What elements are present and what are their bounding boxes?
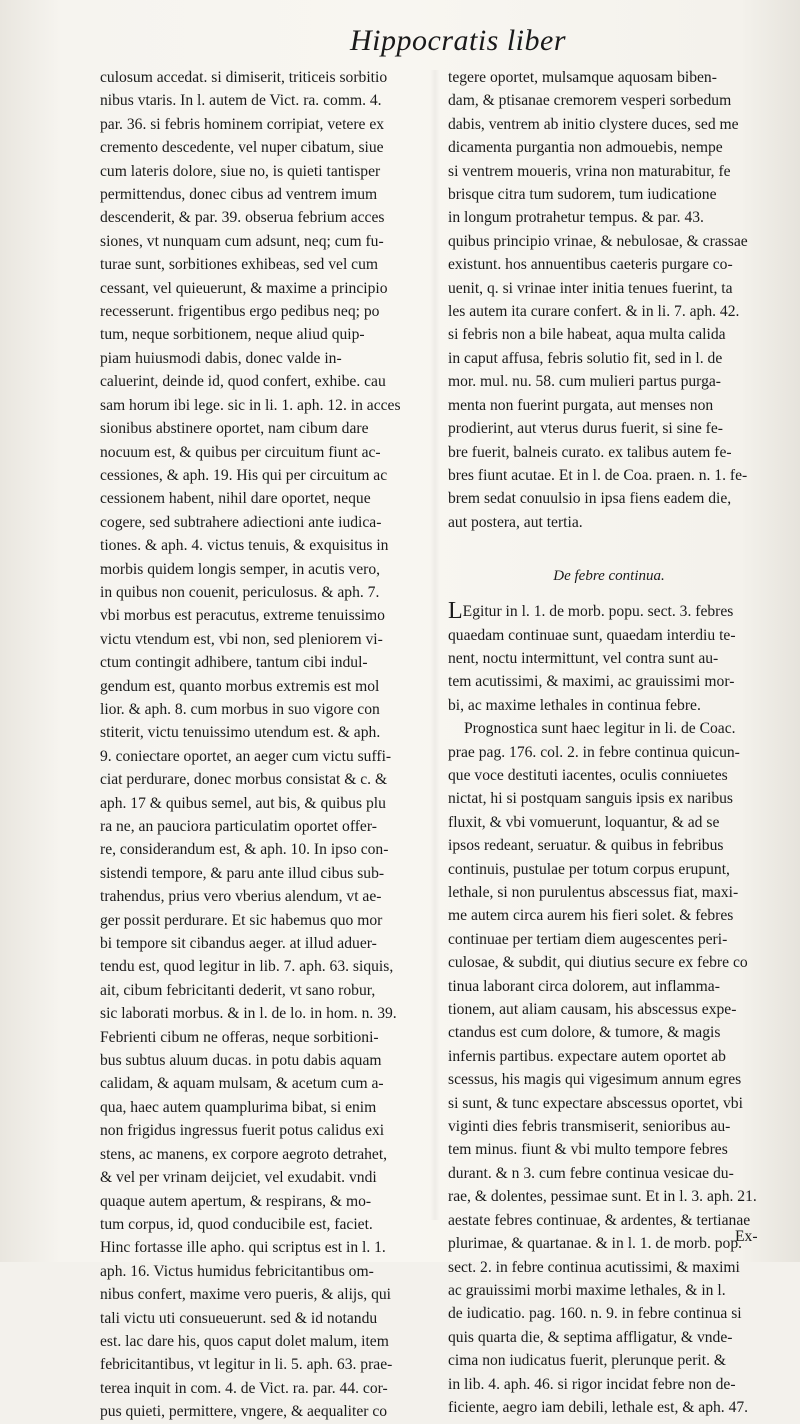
text-line: brisque citra tum sudorem, tum iudicatione — [448, 186, 717, 204]
text-line: ctandus est cum dolore, & tumore, & magis — [448, 1024, 721, 1042]
text-line: rae, & dolentes, pessimae sunt. Et in l. 3. aph. 21. — [448, 1188, 757, 1206]
text-line: qua, haec autem quamplurima bibat, si enim — [100, 1098, 377, 1116]
text-line: mor. mul. nu. 58. cum mulieri partus purga- — [448, 373, 721, 391]
text-line: piam huiusmodi dabis, donec valde in- — [100, 349, 342, 367]
text-line: ficiente, aegro iam debili, lethale est, & aph. 47. — [448, 1398, 749, 1416]
text-line: permittendus, donec cibus ad ventrem imum — [100, 186, 378, 204]
text-line: sistendi tempore, & paru ante illud cibus sub- — [100, 864, 385, 882]
text-line: si ventrem moueris, vrina non maturabitur, fe — [448, 162, 731, 180]
text-line: que voce destituti iacentes, oculis conniuetes — [448, 766, 728, 784]
text-line: LEgitur in l. 1. de morb. popu. sect. 3. febres — [448, 600, 734, 624]
text-line: plurimae, & quartanae. & in l. 1. de morb. pop. — [448, 1235, 743, 1253]
text-line: aut postera, aut tertia. — [448, 513, 583, 531]
text-line: tinua laborant circa dolorem, aut inflamma- — [448, 977, 720, 995]
text-line: Hinc fortasse ille apho. qui scriptus est in l. 1. — [100, 1239, 386, 1257]
text-line: cessant, vel quieuerunt, & maxime a principio — [100, 279, 388, 297]
running-head: Hippocratis liber — [350, 24, 566, 57]
text-line: tum, neque sorbitionem, neque aliud quip- — [100, 326, 365, 344]
text-line: sic laborati morbus. & in l. de lo. in hom. n. 39. — [100, 1005, 397, 1023]
text-line: ctum contingit adhibere, tantum cibi indul- — [100, 654, 368, 672]
text-line: bres fiunt acutae. Et in l. de Coa. praen. n. 1. fe- — [448, 466, 748, 484]
text-line: les autem ita curare confert. & in li. 7. aph. 42. — [448, 303, 740, 321]
text-line: in caput affusa, febris solutio fit, sed in l. de — [448, 349, 723, 367]
section-heading: De febre continua. — [553, 568, 665, 585]
text-line: quibus principio vrinae, & nebulosae, & crassae — [448, 232, 748, 250]
text-line: aph. 16. Victus humidus febricitantibus om- — [100, 1262, 374, 1280]
text-line: siones, vt nunquam cum adsunt, neq; cum fu- — [100, 232, 384, 250]
text-line: culosae, & subdit, qui diutius secure ex febre co — [448, 954, 748, 972]
text-line: cessiones, & aph. 19. His qui per circuitum ac — [100, 466, 388, 484]
text-line: tum corpus, id, quod conducibile est, faciet. — [100, 1215, 373, 1233]
text-line: nictat, hi si postquam sanguis ipsis ex naribus — [448, 790, 733, 808]
text-line: prae pag. 176. col. 2. in febre continua quicun- — [448, 743, 740, 761]
text-line: aestate febres continuae, & ardentes, & tertianae — [448, 1211, 751, 1229]
text-line: morbis quidem longis semper, in acutis vero, — [100, 560, 381, 578]
text-line: de iudicatio. pag. 160. n. 9. in febre continua si — [448, 1305, 742, 1323]
text-line: caluerint, deinde id, quod confert, exhibe. cau — [100, 373, 386, 391]
text-line: brem sedat conuulsio in ipsa fiens eadem die, — [448, 490, 732, 508]
text-line: gendum est, quanto morbus extremis est mol — [100, 677, 380, 695]
right-column-top — [448, 66, 770, 534]
text-line: trahendus, prius vero vberius alendum, vt ae- — [100, 888, 382, 906]
text-line: aph. 17 & quibus semel, aut bis, & quibus plu — [100, 794, 386, 812]
text-line: tem acutissimi, & maximi, ac grauissimi mor- — [448, 673, 735, 691]
text-line: lior. & aph. 8. cum morbus in suo vigore con — [100, 700, 380, 718]
text-line: nibus confert, maxime vero pueris, & alijs, qui — [100, 1286, 392, 1304]
text-line: est. lac dare his, quos caput dolet malum, item — [100, 1332, 389, 1350]
text-line: ac grauissimi morbi maxime lethales, & in l. — [448, 1281, 726, 1299]
text-line: ger possit perdurare. Et sic habemus quo mor — [100, 911, 383, 929]
text-line: cremento descedente, vel nuper cibatum, siue — [100, 139, 384, 157]
text-line: in quibus non couenit, periculosus. & aph. 7. — [100, 583, 380, 601]
text-line: sionibus abstinere oportet, nam cibum dare — [100, 420, 369, 438]
text-line: calidam, & aquam mulsam, & acetum cum a- — [100, 1075, 384, 1093]
text-line: 9. coniectare oportet, an aeger cum victu suffi- — [100, 747, 392, 765]
right-column-bottom — [448, 600, 770, 1419]
text-line: febricitantibus, vt legitur in li. 5. aph. 63. prae- — [100, 1356, 393, 1374]
text-line: pus quieti, permittere, vngere, & aequaliter co — [100, 1403, 388, 1421]
text-line: & vel per vrinam deijciet, vel exudabit. vndi — [100, 1169, 377, 1187]
text-line: lethale, si non purulentus abscessus fiat, maxi- — [448, 884, 739, 901]
text-line: fluxit, & vbi vomuerunt, loquantur, & ad se — [448, 813, 720, 831]
text-line: continuis, pustulae per totum corpus erupunt, — [448, 860, 730, 878]
text-line: ait, cibum febricitanti dederit, vt sano robur, — [100, 981, 376, 999]
text-line: Prognostica sunt haec legitur in li. de Coac. — [464, 720, 736, 738]
text-line: cogere, sed subtrahere adiectioni ante iudica- — [100, 513, 382, 531]
text-line: re, considerandum est, & aph. 10. In ipso con- — [100, 841, 389, 859]
left-column — [100, 66, 435, 1424]
text-line: tem minus. fiunt & vbi multo tempore febres — [448, 1141, 728, 1159]
text-line: turae sunt, sorbitiones exhibeas, sed vel cum — [100, 256, 379, 274]
text-line: tiones. & aph. 4. victus tenuis, & exquisitus in — [100, 537, 389, 555]
text-line: si febris non a bile habeat, aqua multa calida — [448, 326, 726, 344]
text-line: continuae per tertiam diem augescentes peri- — [448, 930, 728, 948]
text-line: menta non fuerint purgata, aut menses non — [448, 396, 714, 414]
text-line: quis quarta die, & septima affligatur, & vnde- — [448, 1328, 733, 1346]
text-line: infernis partibus. expectare autem oportet ab — [448, 1047, 726, 1065]
text-line: ciat perdurare, donec morbus consistat & c. & — [100, 771, 388, 789]
text-line: bi, ac maxime lethales in continua febre. — [448, 696, 701, 714]
text-line: dam, & ptisanae cremorem vesperi sorbedum — [448, 92, 732, 110]
text-line: dicamenta purgantia non admouebis, nempe — [448, 139, 723, 157]
text-line: sect. 2. in febre continua acutissimi, & maximi — [448, 1258, 740, 1276]
text-line: sam horum ibi lege. sic in li. 1. aph. 12. in acces — [100, 396, 401, 414]
text-line: tegere oportet, mulsamque aquosam biben- — [448, 69, 717, 86]
text-line: nocuum est, & quibus per circuitum fiunt ac- — [100, 443, 381, 461]
text-line: scessus, his magis qui vigesimum annum egres — [448, 1071, 742, 1089]
text-line: uenit, q. si vrinae inter initia tenues fuerint, ta — [448, 279, 733, 297]
text-line: tionem, aut aliam causam, his abscessus expe- — [448, 1001, 737, 1019]
text-line: quaque autem apertum, & respirans, & mo- — [100, 1192, 372, 1210]
text-line: si sunt, & tunc expectare abscessus oportet, vbi — [448, 1094, 743, 1112]
text-line: cima non iudicatus fuerit, plerunque perit. & — [448, 1352, 727, 1370]
text-line: dabis, ventrem ab initio clystere duces, sed me — [448, 115, 739, 133]
text-line: descenderit, & par. 39. obserua febrium acces — [100, 209, 385, 227]
text-line: Febrienti cibum ne offeras, neque sorbitioni- — [100, 1028, 379, 1046]
text-line: tendu est, quod legitur in lib. 7. aph. 63. siquis, — [100, 958, 394, 976]
text-line: tali victu uti consueuerunt. sed & id notandu — [100, 1309, 378, 1327]
right-column — [448, 66, 770, 1419]
text-line: par. 36. si febris hominem corripiat, vetere ex — [100, 115, 385, 133]
text-line: in longum protrahetur tempus. & par. 43. — [448, 209, 704, 227]
text-line: bre fuerit, balneis curato. ex talibus autem fe- — [448, 443, 732, 461]
text-line: non frigidus ingressus fuerit potus calidus exi — [100, 1122, 385, 1140]
text-line: quaedam continuae sunt, quaedam interdiu te- — [448, 626, 736, 644]
text-line: recesserunt. frigentibus ergo pedibus neq; po — [100, 303, 380, 321]
text-line: cessionem habent, nihil dare oportet, neque — [100, 490, 371, 508]
text-line: bi tempore sit cibandus aeger. at illud aduer- — [100, 935, 377, 953]
text-line: durant. & n 3. cum febre continua vesicae du- — [448, 1164, 734, 1182]
text-line: ipsos redeant, seruatur. & quibus in febribus — [448, 837, 724, 855]
text-line: culosum accedat. si dimiserit, triticeis sorbitio — [100, 69, 388, 86]
text-line: bus subtus aluum ducas. in potu dabis aquam — [100, 1052, 382, 1070]
text-line: nent, noctu intermittunt, vel contra sunt au- — [448, 649, 719, 667]
text-line: prodierint, aut vterus durus fuerit, si sine fe- — [448, 420, 723, 438]
text-line: me autem circa aurem his fieri solet. & febres — [448, 907, 734, 925]
text-line: terea inquit in com. 4. de Vict. ra. par. 44. cor- — [100, 1379, 388, 1397]
drop-cap: L — [448, 600, 463, 624]
text-line: ra ne, an pauciora particulatim oportet offer- — [100, 818, 377, 835]
text-line: vbi morbus est peracutus, extreme tenuissimo — [100, 607, 385, 625]
text-line: cum lateris dolore, siue no, is quieti tantisper — [100, 162, 381, 180]
text-line: stiterit, victu tenuissimo utendum est. & aph. — [100, 724, 381, 742]
text-line: victu vtendum est, vbi non, sed pleniorem vi- — [100, 630, 383, 648]
text-line: nibus vtaris. In l. autem de Vict. ra. comm. 4. — [100, 92, 382, 110]
text-line: viginti dies febris transmiserit, senioribus au- — [448, 1118, 731, 1136]
catchword: Ex- — [735, 1228, 758, 1245]
text-line: in lib. 4. aph. 46. si rigor incidat febre non de- — [448, 1375, 736, 1393]
text-line: existunt. hos annuentibus caeteris purgare co- — [448, 256, 733, 274]
text-line: stens, ac manens, ex corpore aegroto detrahet, — [100, 1145, 388, 1163]
